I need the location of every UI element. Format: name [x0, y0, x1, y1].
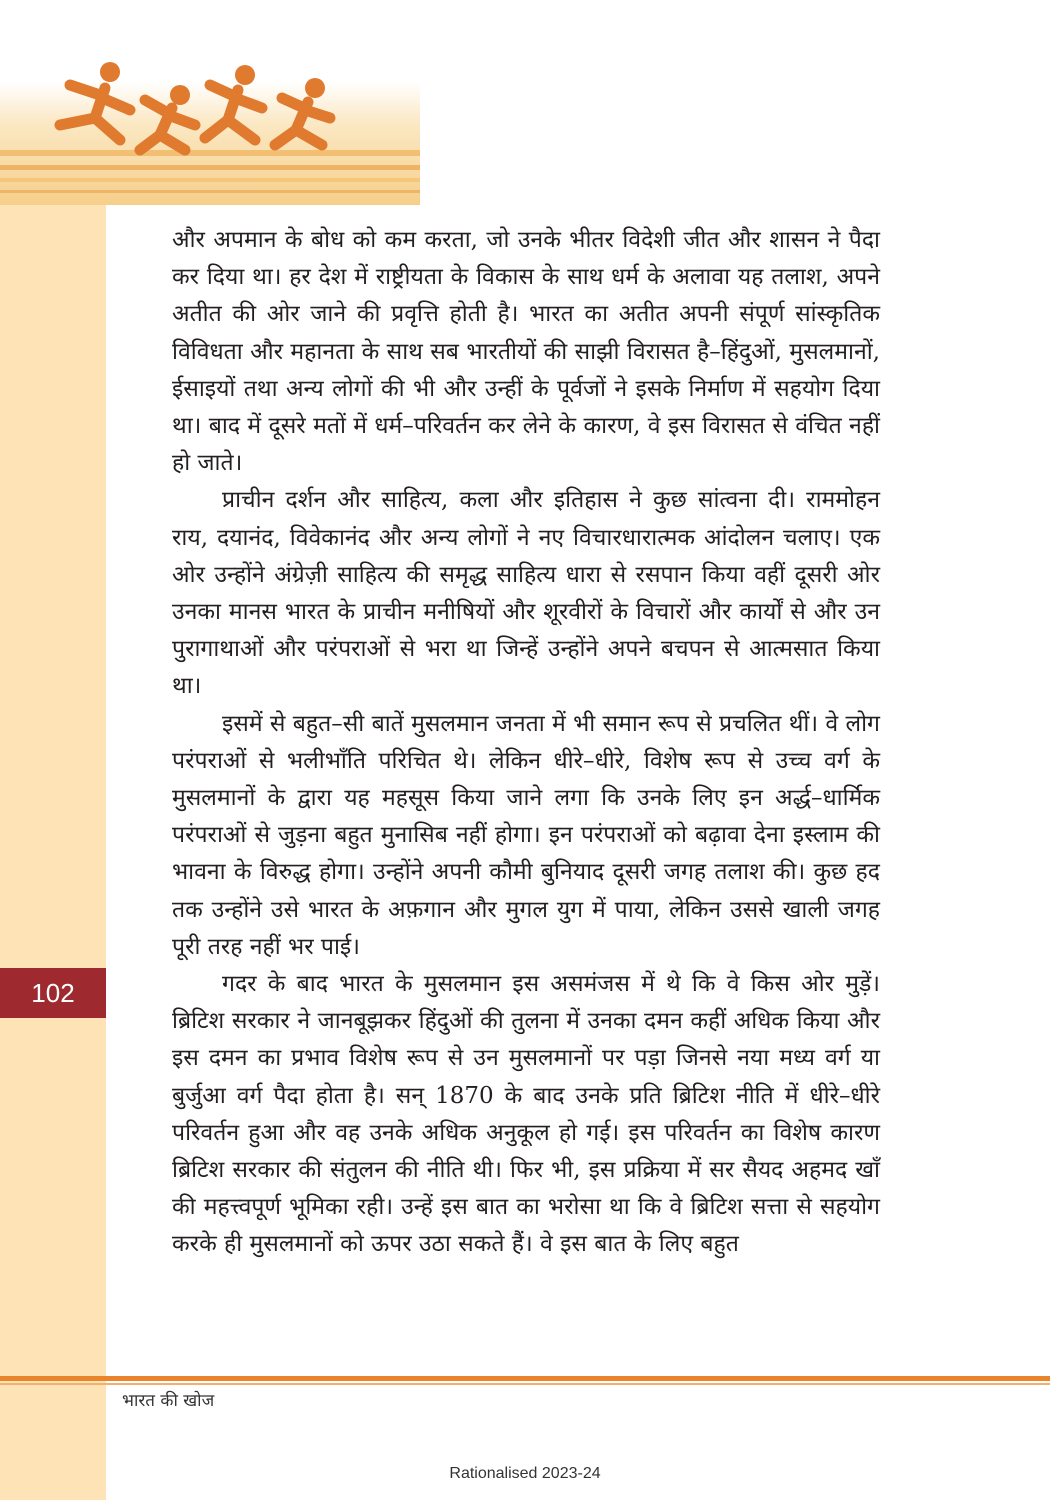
footer-rule-thin — [0, 1383, 1050, 1385]
paragraph-4: गदर के बाद भारत के मुसलमान इस असमंजस में थे कि वे किस ओर मुड़ें। ब्रिटिश सरकार ने जानबूझकर हिंदुओं की तुलना में उनका दमन कहीं अधिक किया और इस दमन का प्रभाव विशेष रूप से उन मुसलमानों पर पड़ा जिनसे नया मध्य वर्ग या बुर्जुआ वर्ग पैदा होता है। सन् 1870 के बाद उनके प्रति ब्रिटिश नीति में धीरे–धीरे परिवर्तन हुआ और वह उनके अधिक अनुकूल हो गई। इस परिवर्तन का विशेष कारण ब्रिटिश सरकार की संतुलन की नीति थी। फिर भी, इस प्रक्रिया में सर सैयद अहमद खाँ की महत्त्वपूर्ण भूमिका रही। उन्हें इस बात का भरोसा था कि वे ब्रिटिश सत्ता से सहयोग करके ही मुसलमानों को ऊपर उठा सकते हैं। वे इस बात के लिए बहुत — [172, 971, 880, 1258]
paragraph-1: और अपमान के बोध को कम करता, जो उनके भीतर विदेशी जीत और शासन ने पैदा कर दिया था। हर देश में राष्ट्रीयता के विकास के साथ धर्म के अलावा यह तलाश, अपने अतीत की ओर जाने की प्रवृत्ति होती है। भारत का अतीत अपनी संपूर्ण सांस्कृतिक विविधता और महानता के साथ सब भारतीयों की साझी विरासत है–हिंदुओं, मुसलमानों, ईसाइयों तथा अन्य लोगों की भी और उन्हीं के पूर्वजों ने इसके निर्माण में सहयोग दिया था। बाद में दूसरे मतों में धर्म–परिवर्तन कर लेने के कारण, वे इस विरासत से वंचित नहीं हो जाते। — [172, 227, 880, 477]
page-number: 102 — [0, 968, 106, 1018]
paragraph-3: इसमें से बहुत–सी बातें मुसलमान जनता में भी समान रूप से प्रचलित थीं। वे लोग परंपराओं से भलीभाँति परिचित थे। लेकिन धीरे–धीरे, विशेष रूप से उच्च वर्ग के मुसलमानों के द्वारा यह महसूस किया जाने लगा कि उनके लिए इन अर्द्ध–धार्मिक परंपराओं से जुड़ना बहुत मुनासिब नहीं होगा। इन परंपराओं को बढ़ावा देना इस्लाम की भावना के विरुद्ध होगा। उन्होंने अपनी कौमी बुनियाद दूसरी जगह तलाश की। कुछ हद तक उन्होंने उसे भारत के अफ़गान और मुगल युग में पाया, लेकिन उससे खाली जगह पूरी तरह नहीं भर पाई। — [172, 710, 880, 960]
book-title: भारत की खोज — [122, 1391, 215, 1411]
body-text — [172, 222, 880, 1264]
left-margin-strip — [0, 190, 106, 1500]
rationalised-note: Rationalised 2023-24 — [449, 1465, 601, 1482]
running-figures-icon — [0, 0, 420, 205]
paragraph-2: प्राचीन दर्शन और साहित्य, कला और इतिहास ने कुछ सांत्वना दी। राममोहन राय, दयानंद, विवेकानंद और अन्य लोगों ने नए विचारधारात्मक आंदोलन चलाए। एक ओर उन्होंने अंग्रेज़ी साहित्य की समृद्ध साहित्य धारा से रसपान किया वहीं दूसरी ओर उनका मानस भारत के प्राचीन मनीषियों और शूरवीरों के विचारों और कार्यों से और उन पुरागाथाओं और परंपराओं से भरा था जिन्हें उन्होंने अपने बचपन से आत्मसात किया था। — [172, 487, 880, 700]
header-illustration — [0, 0, 420, 205]
footer-rule — [0, 1376, 1050, 1381]
